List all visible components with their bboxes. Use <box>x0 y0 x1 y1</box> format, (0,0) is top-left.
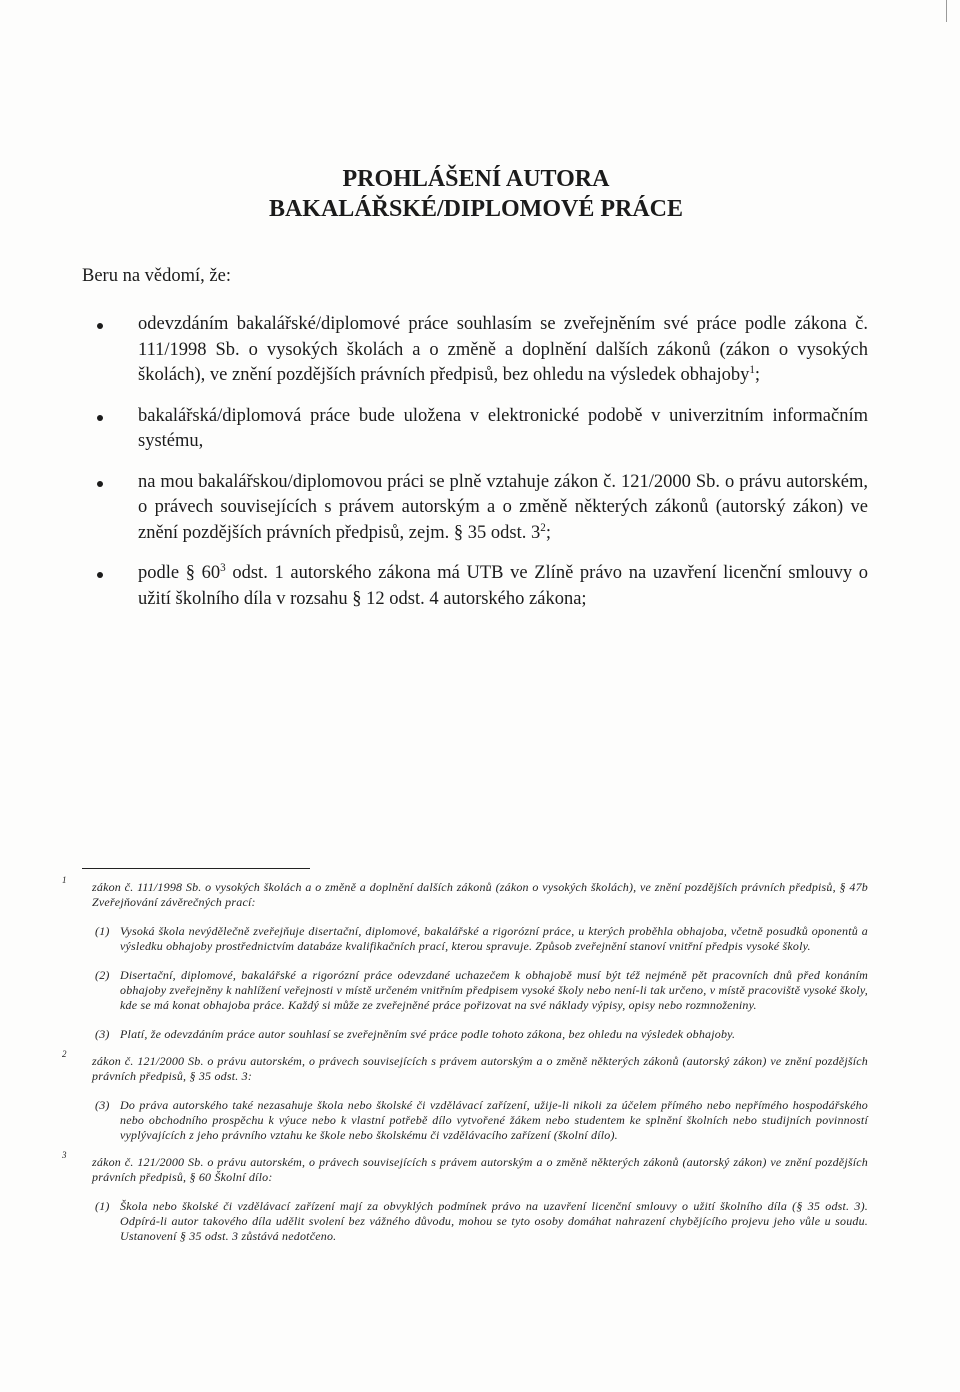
statement-list <box>138 312 868 627</box>
footnote-ref: 3 <box>220 562 226 575</box>
statement-text: na mou bakalářskou/diplomovou práci se plně vztahuje zákon č. 121/2000 Sb. o právu autorském, o právech souvisejících s právem autorským a o změně některých zákonů (autorský zákon) ve znění pozdějších právních předpisů, zejm. § 35 odst. 3 <box>138 471 868 543</box>
footnote-mark: 2 <box>62 1049 67 1059</box>
statement-text-end: ; <box>754 365 761 385</box>
footnote-mark: 3 <box>62 1150 67 1160</box>
paragraph-text: Do práva autorského také nezasahuje škola nebo školské či vzdělávací zařízení, užije-li nikoli za účelem přímého nebo nepřímého hospodářského nebo obchodního prospěchu k výuce nebo k vlastní potřebě dílo vytvořené žákem nebo studentem ke splnění školních nebo studijních povinností vyplývajících z jeho právního vztahu ke škole nebo školskému či vzdělávacího zařízení (školní dílo). <box>120 1098 868 1142</box>
bullet-icon <box>97 415 103 421</box>
footnote-3 <box>62 1150 868 1185</box>
footnote-2 <box>62 1049 868 1084</box>
statement-text: bakalářská/diplomová práce bude uložena v elektronické podobě v univerzitním informačním systému, <box>138 405 868 451</box>
statement-item <box>138 404 868 455</box>
footnote-paragraph <box>62 1098 868 1143</box>
bullet-icon <box>97 481 103 487</box>
footnote-text: zákon č. 121/2000 Sb. o právu autorském, o právech souvisejících s právem autorským a o změně některých zákonů (autorský zákon) ve znění pozdějších právních předpisů, § 35 odst. 3: <box>92 1054 868 1083</box>
scan-edge-line <box>946 0 947 22</box>
footnotes <box>62 875 868 1244</box>
footnote-mark: 1 <box>62 875 67 885</box>
statement-text-end: odst. 1 autorského zákona má UTB ve Zlíně právo na uzavření licenční smlouvy o užití školního díla v rozsahu § 12 odst. 4 autorského zákona; <box>138 563 868 609</box>
paragraph-text: Disertační, diplomové, bakalářské a rigorózní práce odevzdané uchazečem k obhajobě musí být též nejméně pět pracovních dnů před konáním obhajoby zveřejněny k nahlížení veřejnosti v místě určeném vnitřním předpisem vysoké školy nebo není-li tak určeno, v místě pracoviště vysoké školy, kde se má konat obhajoba práce. Každý si může ze zveřejněné práce pořizovat na své náklady výpisy, opisy nebo rozmnoženiny. <box>120 968 868 1012</box>
statement-item <box>138 561 868 612</box>
statement-item <box>138 312 868 389</box>
statement-text: podle § 60 <box>138 563 221 583</box>
footnote-1 <box>62 875 868 910</box>
bullet-icon <box>97 323 103 329</box>
footnote-text: zákon č. 111/1998 Sb. o vysokých školách a o změně a doplnění dalších zákonů (zákon o vysokých školách), ve znění pozdějších právních předpisů, § 47b Zveřejňování závěrečných prací: <box>92 880 868 909</box>
paragraph-text: Vysoká škola nevýdělečně zveřejňuje disertační, diplomové, bakalářské a rigorózní práce, u kterých proběhla obhajoba, včetně posudků oponentů a výsledku obhajoby prostřednictvím databáze kvalifikačních prací, kterou spravuje. Způsob zveřejnění stanoví vnitřní předpis vysoké školy. <box>120 924 868 953</box>
footnote-paragraph <box>62 1199 868 1244</box>
footnote-ref: 1 <box>749 364 755 377</box>
footnote-separator <box>82 868 310 869</box>
paragraph-text: Škola nebo školské či vzdělávací zařízení mají za obvyklých podmínek právo na uzavření licenční smlouvy o užití školního díla (§ 35 odst. 3). Odpírá-li autor takového díla udělit svolení bez vážného důvodu, mohou se tyto osoby domáhat nahrazení chybějícího projevu jeho vůle u soudu. Ustanovení § 35 odst. 3 zůstává nedotčeno. <box>120 1199 868 1243</box>
footnote-paragraph <box>62 1027 868 1042</box>
footnote-paragraph <box>62 924 868 954</box>
statement-text: odevzdáním bakalářské/diplomové práce souhlasím se zveřejněním své práce podle zákona č. 111/1998 Sb. o vysokých školách a o změně a doplnění dalších zákonů (zákon o vysokých školách), ve znění pozdějších právních předpisů, bez ohledu na výsledek obhajoby <box>138 314 868 385</box>
footnote-text: zákon č. 121/2000 Sb. o právu autorském, o právech souvisejících s právem autorským a o změně některých zákonů (autorský zákon) ve znění pozdějších právních předpisů, § 60 Školní dílo: <box>92 1155 868 1184</box>
paragraph-label: (3) <box>95 1098 110 1112</box>
bullet-icon <box>97 572 103 578</box>
paragraph-label: (1) <box>95 1199 110 1213</box>
footnote-ref: 2 <box>540 521 546 534</box>
paragraph-label: (2) <box>95 968 110 982</box>
intro-text: Beru na vědomí, že: <box>82 266 231 286</box>
paragraph-text: Platí, že odevzdáním práce autor souhlasí se zveřejněním své práce podle tohoto zákona, bez ohledu na výsledek obhajoby. <box>120 1027 736 1041</box>
title-line-1: PROHLÁŠENÍ AUTORA <box>342 166 610 192</box>
paragraph-label: (3) <box>95 1027 110 1041</box>
footnote-paragraph <box>62 968 868 1013</box>
title-line-2: BAKALÁŘSKÉ/DIPLOMOVÉ PRÁCE <box>268 196 684 222</box>
document-title <box>0 164 952 224</box>
paragraph-label: (1) <box>95 924 110 938</box>
statement-text-end: ; <box>545 522 551 543</box>
statement-item <box>138 470 868 547</box>
